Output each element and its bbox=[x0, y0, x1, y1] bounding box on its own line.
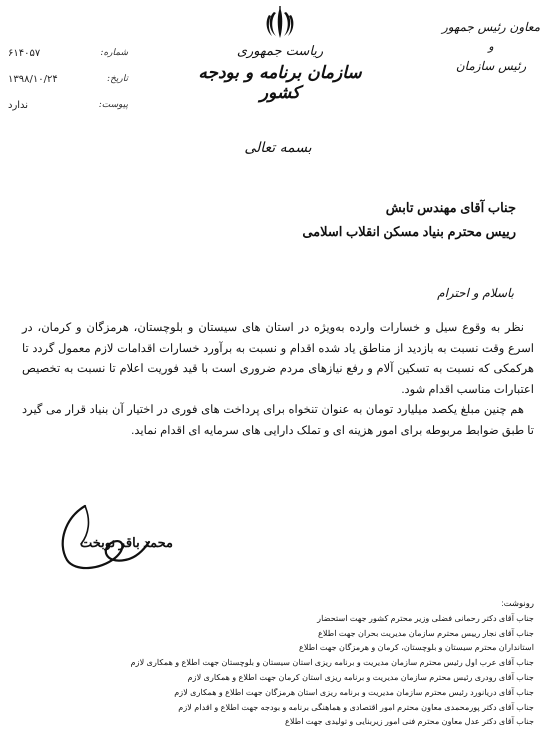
carbon-copy-list bbox=[14, 596, 534, 730]
recipient-title: رییس محترم بنیاد مسکن انقلاب اسلامی bbox=[302, 224, 516, 239]
letter-body bbox=[22, 318, 534, 441]
letter-date-label: تاریخ: bbox=[107, 74, 128, 84]
cc-title: رونوشت: bbox=[501, 598, 534, 608]
signer-name: محمد باقر نوبخت bbox=[80, 535, 173, 550]
cc-line: جناب آقای دریانورد رئیس محترم سازمان مدیریت و برنامه ریزی استان هرمزگان جهت اطلاع و همکاری لازم bbox=[174, 687, 534, 697]
letter-attachment: ندارد bbox=[8, 99, 29, 111]
salutation: باسلام و احترام bbox=[437, 286, 514, 300]
sender-title-line2: و bbox=[488, 40, 494, 53]
letter-number-label: شماره: bbox=[100, 48, 128, 58]
body-paragraph-2: هم چنین مبلغ یکصد میلیارد تومان به عنوان تنخواه برای پرداخت های فوری در اختیار آن بنیاد قرار می گیرد تا طبق ضوابط مربوطه برای امور هزینه ای و تملک دارایی های سرمایه ای اقدام نماید. bbox=[22, 404, 534, 437]
iran-emblem-icon bbox=[265, 6, 295, 40]
sender-title bbox=[436, 20, 546, 73]
cc-line: جناب آقای رودری رئیس محترم سازمان مدیریت و برنامه ریزی استان کرمان جهت اطلاع و همکاری لازم bbox=[187, 672, 534, 682]
cc-line: جناب آقای عرب اول رئیس محترم سازمان مدیریت و برنامه ریزی استان سیستان و بلوچستان جهت اطلاع و همکاری لازم bbox=[130, 658, 534, 668]
letter-date: ۱۳۹۸/۱۰/۲۴ bbox=[8, 73, 58, 85]
meta-attachment-row bbox=[8, 92, 128, 118]
recipient-block bbox=[116, 196, 516, 244]
recipient-name: جناب آقای مهندس تابش bbox=[385, 200, 516, 215]
organization-name: سازمان برنامه و بودجه کشور bbox=[198, 63, 362, 103]
body-paragraph-1: نظر به وقوع سیل و خسارات وارده به‌ویژه در استان های سیستان و بلوچستان، هرمزگان و کرمان، در اسرع وقت نسبت به بازدید از مناطق یاد شده اقدام و نسبت به برآورد خسارات اقدامات لازم معمول گردد تا هرکمکی که نسبت به تسکین آلام و رفع نیازهای مردم ضروری است با قید فوریت اعلام تا نسبت به تخصیص اعتبارات مناسب اقدام شود. bbox=[22, 322, 534, 396]
cc-line: جناب آقای دکتر رحمانی فضلی وزیر محترم کشور جهت استحضار bbox=[317, 613, 534, 623]
meta-number-row bbox=[8, 40, 128, 66]
sender-title-line1: معاون رئیس جمهور bbox=[441, 20, 541, 34]
cc-line: جناب آقای نجار رییس محترم سازمان مدیریت بحران جهت اطلاع bbox=[318, 628, 534, 638]
letter-number: ۶۱۴۰۵۷ bbox=[8, 47, 41, 59]
sender-title-line3: رئیس سازمان bbox=[455, 59, 527, 73]
letter-meta bbox=[8, 40, 128, 118]
cc-line: جناب آقای دکتر عدل معاون محترم فنی امور زیربنایی و تولیدی جهت اطلاع bbox=[284, 717, 534, 727]
letterhead bbox=[195, 6, 365, 103]
meta-date-row bbox=[8, 66, 128, 92]
cc-line: جناب آقای دکتر پورمحمدی معاون محترم امور اقتصادی و هماهنگی برنامه و بودجه جهت اطلاع و اقدام لازم bbox=[178, 702, 534, 712]
presidency-title: ریاست جمهوری bbox=[236, 44, 324, 59]
cc-line: استانداران محترم سیستان و بلوچستان، کرمان و هرمزگان جهت اطلاع bbox=[298, 643, 534, 653]
letter-attachment-label: پیوست: bbox=[98, 100, 128, 110]
bismillah-heading: بسمه تعالی bbox=[244, 140, 312, 156]
